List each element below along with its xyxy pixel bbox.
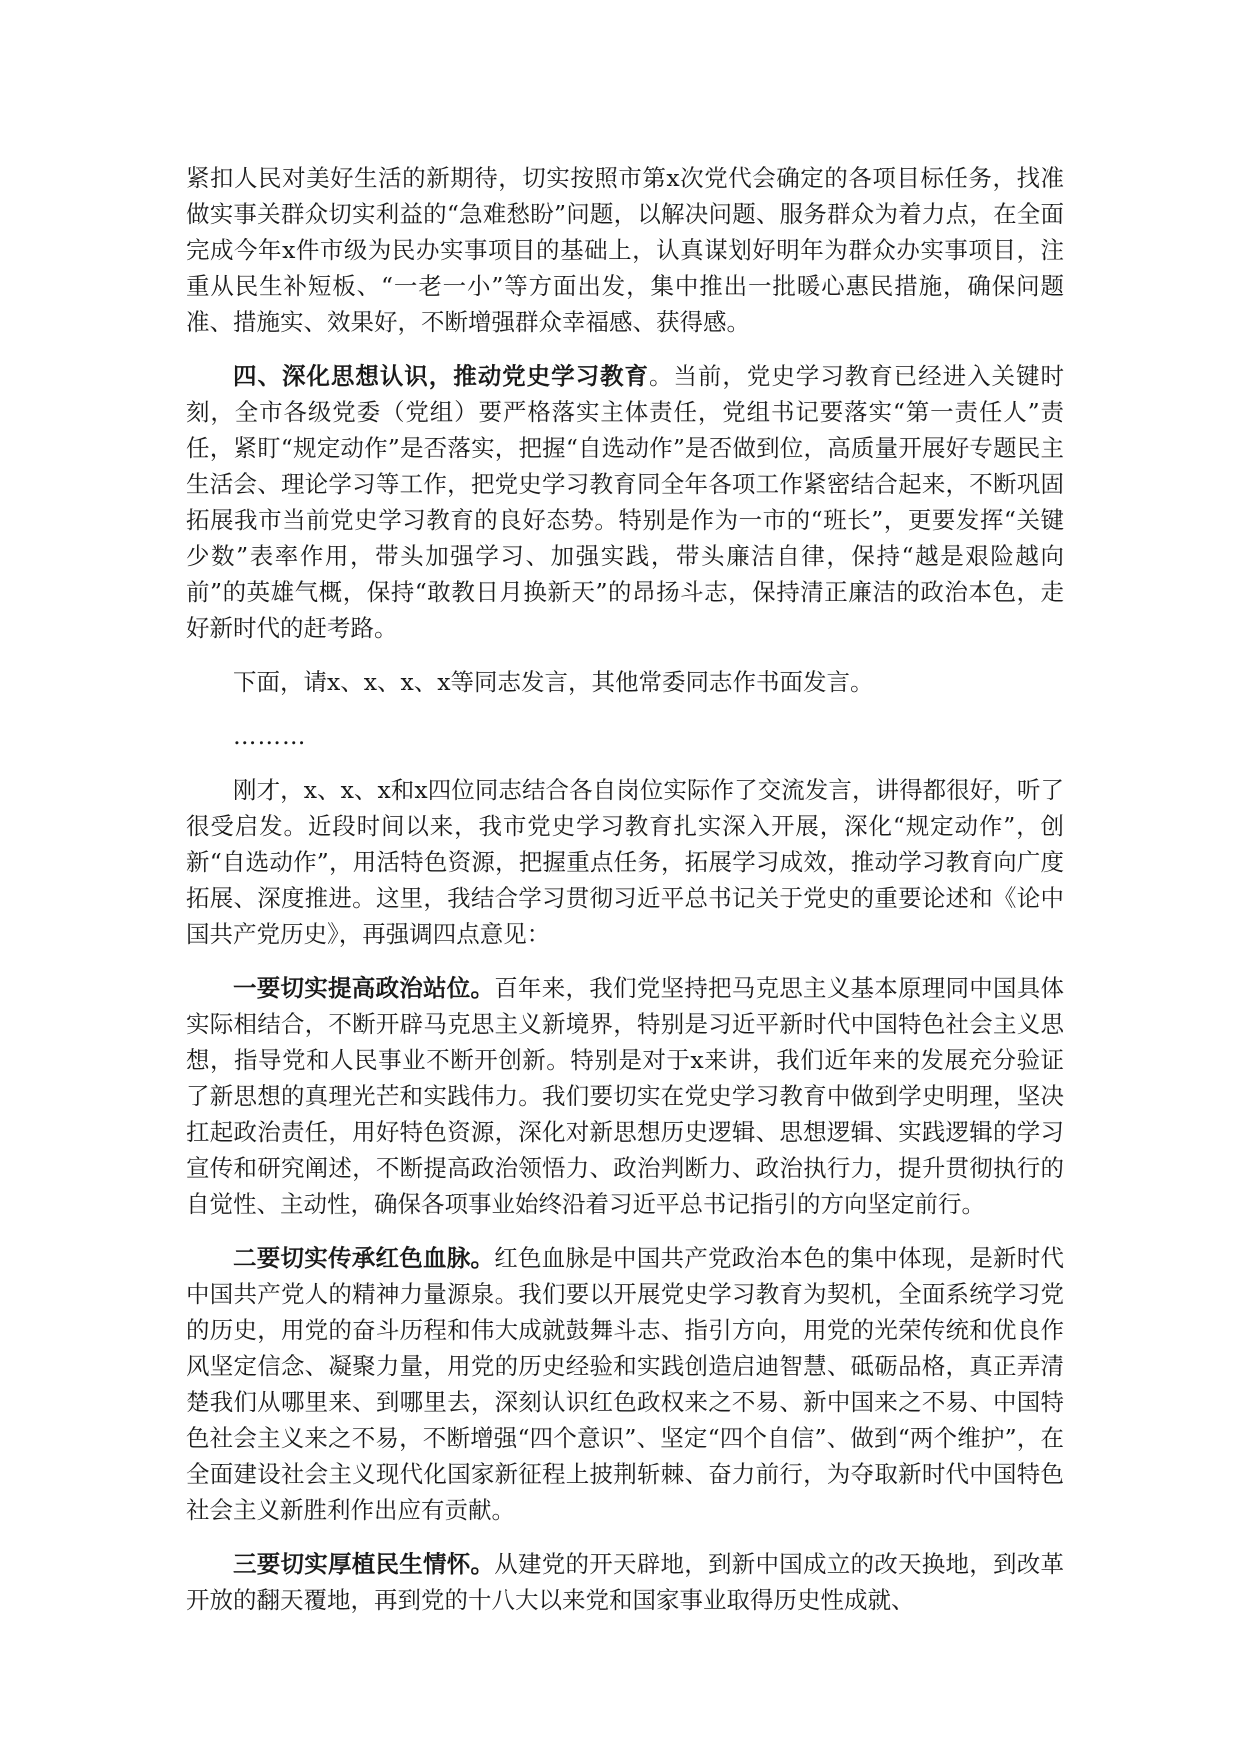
point-heading: 一要切实提高政治站位。 [233,974,495,1002]
paragraph-text: 刚才，x、x、x和x四位同志结合各自岗位实际作了交流发言，讲得都很好，听了很受启发。近段时间以来，我市党史学习教育扎实深入开展，深化“规定动作”，创新“自选动作”，用活特色资源，把握重点任务，拓展学习成效，推动学习教育向广度拓展、深度推进。这里，我结合学习贯彻习近平总书记关于党史的重要论述和《论中国共产党历史》，再强调四点意见： [186,776,1064,948]
paragraph-summary [186,772,1064,952]
paragraph-speaker-invite [186,664,1064,700]
paragraph-text: 从建党的开天辟地，到新中国成立的改天换地，到改革开放的翻天覆地，再到党的十八大以来党和国家事业取得历史性成就、 [186,1550,1064,1614]
paragraph-text: 下面，请x、x、x、x等同志发言，其他常委同志作书面发言。 [233,668,874,696]
paragraph-section-four [186,358,1064,646]
point-heading: 二要切实传承红色血脉。 [233,1244,495,1272]
paragraph-continuation [186,160,1064,340]
section-heading: 四、深化思想认识，推动党史学习教育 [233,362,649,390]
ellipsis-separator [186,718,1064,754]
paragraph-text: 紧扣人民对美好生活的新期待，切实按照市第x次党代会确定的各项目标任务，找准做实事关群众切实利益的“急难愁盼”问题，以解决问题、服务群众为着力点，在全面完成今年x件市级为民办实事项目的基础上，认真谋划好明年为群众办实事项目，注重从民生补短板、“一老一小”等方面出发，集中推出一批暖心惠民措施，确保问题准、措施实、效果好，不断增强群众幸福感、获得感。 [186,164,1064,336]
paragraph-point-two [186,1240,1064,1528]
paragraph-text: 红色血脉是中国共产党政治本色的集中体现，是新时代中国共产党人的精神力量源泉。我们要以开展党史学习教育为契机，全面系统学习党的历史，用党的奋斗历程和伟大成就鼓舞斗志、指引方向，用党的光荣传统和优良作风坚定信念、凝聚力量，用党的历史经验和实践创造启迪智慧、砥砺品格，真正弄清楚我们从哪里来、到哪里去，深刻认识红色政权来之不易、新中国来之不易、中国特色社会主义来之不易，不断增强“四个意识”、坚定“四个自信”、做到“两个维护”，在全面建设社会主义现代化国家新征程上披荆斩棘、奋力前行，为夺取新时代中国特色社会主义新胜利作出应有贡献。 [186,1244,1064,1524]
document-page [186,160,1064,1636]
paragraph-point-one [186,970,1064,1222]
paragraph-text: 。当前，党史学习教育已经进入关键时刻，全市各级党委（党组）要严格落实主体责任，党组书记要落实“第一责任人”责任，紧盯“规定动作”是否落实，把握“自选动作”是否做到位，高质量开展好专题民主生活会、理论学习等工作，把党史学习教育同全年各项工作紧密结合起来，不断巩固拓展我市当前党史学习教育的良好态势。特别是作为一市的“班长”，更要发挥“关键少数”表率作用，带头加强学习、加强实践，带头廉洁自律，保持“越是艰险越向前”的英雄气概，保持“敢教日月换新天”的昂扬斗志，保持清正廉洁的政治本色，走好新时代的赶考路。 [186,362,1064,642]
paragraph-point-three [186,1546,1064,1618]
paragraph-text: 百年来，我们党坚持把马克思主义基本原理同中国具体实际相结合，不断开辟马克思主义新境界，特别是习近平新时代中国特色社会主义思想，指导党和人民事业不断开创新。特别是对于x来讲，我们近年来的发展充分验证了新思想的真理光芒和实践伟力。我们要切实在党史学习教育中做到学史明理，坚决扛起政治责任，用好特色资源，深化对新思想历史逻辑、思想逻辑、实践逻辑的学习宣传和研究阐述，不断提高政治领悟力、政治判断力、政治执行力，提升贯彻执行的自觉性、主动性，确保各项事业始终沿着习近平总书记指引的方向坚定前行。 [186,974,1064,1218]
ellipsis-text: ……… [233,722,307,750]
point-heading: 三要切实厚植民生情怀。 [233,1550,495,1578]
